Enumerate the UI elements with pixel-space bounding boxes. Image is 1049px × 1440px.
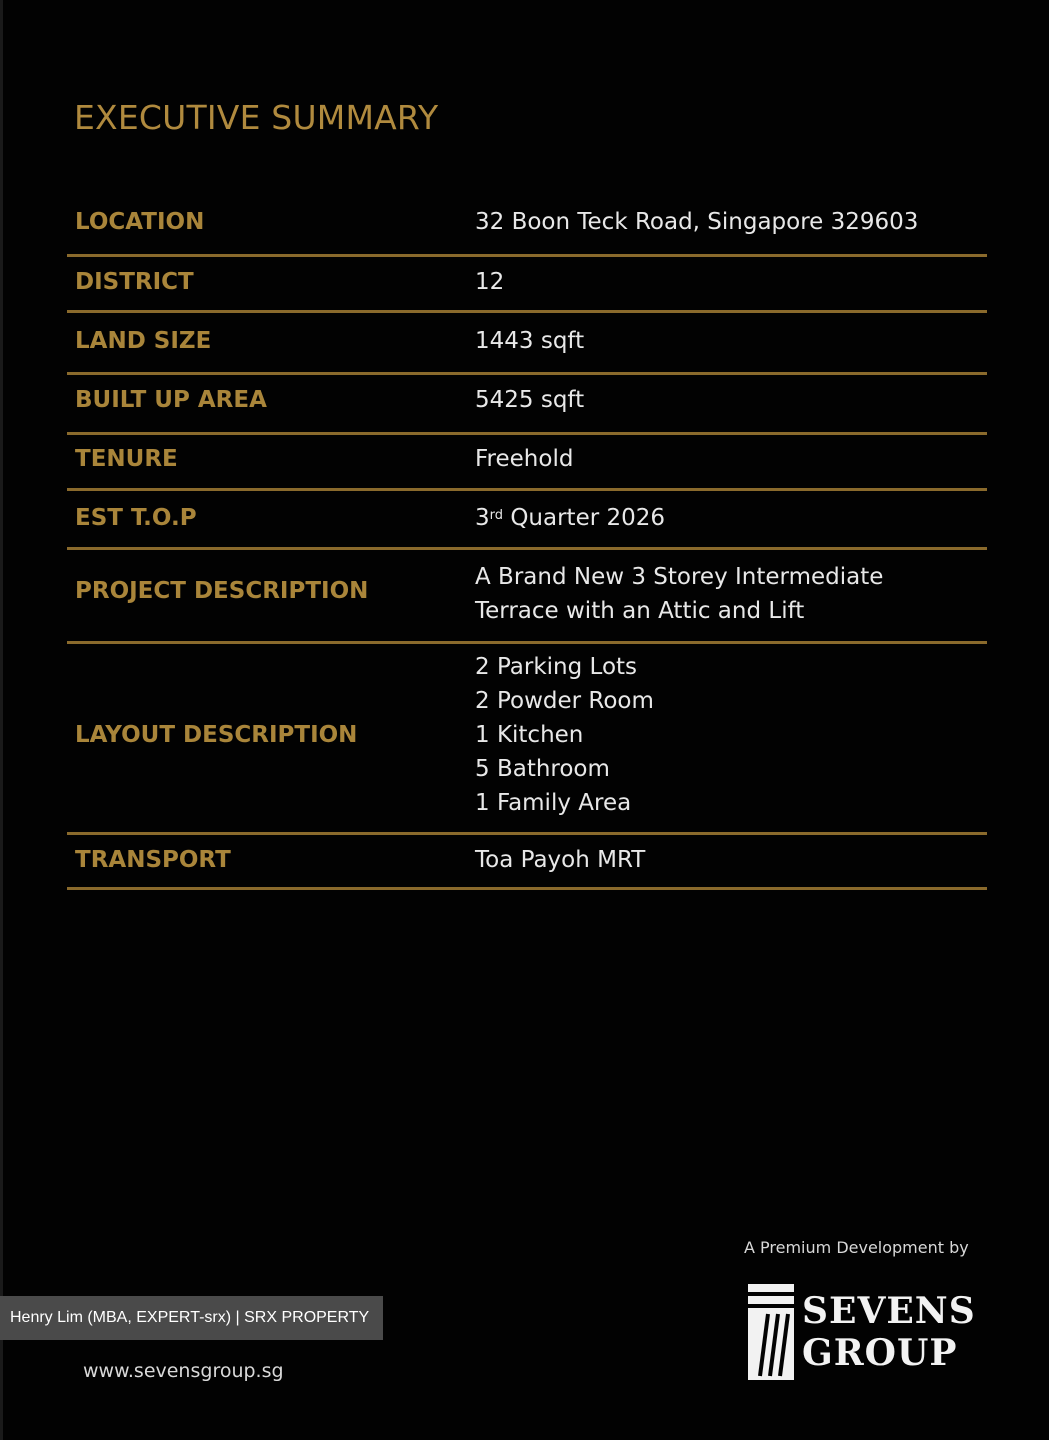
table-row bbox=[67, 650, 987, 840]
layout-item: 1 Family Area bbox=[475, 790, 632, 816]
row-value-land-size: 1443 sqft bbox=[475, 328, 585, 354]
layout-item: 5 Bathroom bbox=[475, 756, 610, 782]
row-divider bbox=[67, 641, 987, 644]
row-divider bbox=[67, 432, 987, 435]
top-quarter-text: Quarter 2026 bbox=[503, 505, 666, 531]
table-row bbox=[67, 383, 987, 435]
row-value-project-description bbox=[475, 560, 883, 628]
row-divider bbox=[67, 547, 987, 550]
row-divider bbox=[67, 310, 987, 313]
row-divider bbox=[67, 372, 987, 375]
row-label-project-description: PROJECT DESCRIPTION bbox=[75, 578, 369, 604]
table-row bbox=[67, 205, 987, 257]
layout-item: 2 Powder Room bbox=[475, 688, 654, 714]
row-value-location: 32 Boon Teck Road, Singapore 329603 bbox=[475, 209, 919, 235]
agent-badge: Henry Lim (MBA, EXPERT-srx) | SRX PROPERTY bbox=[0, 1296, 383, 1340]
row-value-tenure: Freehold bbox=[475, 446, 574, 472]
row-label-transport: TRANSPORT bbox=[75, 847, 231, 873]
table-row bbox=[67, 442, 987, 492]
developer-credit: A Premium Development by bbox=[744, 1238, 969, 1257]
row-value-transport: Toa Payoh MRT bbox=[475, 847, 646, 873]
top-quarter-ordinal: rd bbox=[489, 508, 504, 523]
table-row bbox=[67, 265, 987, 315]
row-label-est-top: EST T.O.P bbox=[75, 505, 197, 531]
top-quarter-number: 3 bbox=[475, 505, 490, 531]
row-label-built-up-area: BUILT UP AREA bbox=[75, 387, 267, 413]
row-value-built-up-area: 5425 sqft bbox=[475, 387, 585, 413]
row-value-district: 12 bbox=[475, 269, 505, 295]
table-row bbox=[67, 501, 987, 553]
layout-item: 2 Parking Lots bbox=[475, 654, 638, 680]
row-divider bbox=[67, 254, 987, 257]
table-row bbox=[67, 560, 987, 646]
logo-text-sevens: SEVENS bbox=[802, 1290, 976, 1332]
table-row bbox=[67, 324, 987, 376]
website-url[interactable]: www.sevensgroup.sg bbox=[83, 1360, 284, 1382]
logo-text-group: GROUP bbox=[802, 1332, 958, 1374]
sevens-group-logo bbox=[748, 1282, 978, 1384]
row-label-land-size: LAND SIZE bbox=[75, 328, 212, 354]
row-divider bbox=[67, 887, 987, 890]
row-label-tenure: TENURE bbox=[75, 446, 178, 472]
layout-item: 1 Kitchen bbox=[475, 722, 584, 748]
description-line: Terrace with an Attic and Lift bbox=[475, 598, 805, 624]
page-title: EXECUTIVE SUMMARY bbox=[74, 98, 439, 137]
table-row bbox=[67, 843, 987, 893]
row-value-layout-description bbox=[475, 650, 654, 820]
description-line: A Brand New 3 Storey Intermediate bbox=[475, 564, 884, 590]
page-edge bbox=[0, 0, 3, 1440]
sevens-logo-mark-icon bbox=[748, 1282, 794, 1382]
row-divider bbox=[67, 832, 987, 835]
row-label-district: DISTRICT bbox=[75, 269, 194, 295]
row-divider bbox=[67, 488, 987, 491]
row-label-location: LOCATION bbox=[75, 209, 205, 235]
row-label-layout-description: LAYOUT DESCRIPTION bbox=[75, 722, 358, 748]
row-value-est-top bbox=[475, 501, 665, 535]
